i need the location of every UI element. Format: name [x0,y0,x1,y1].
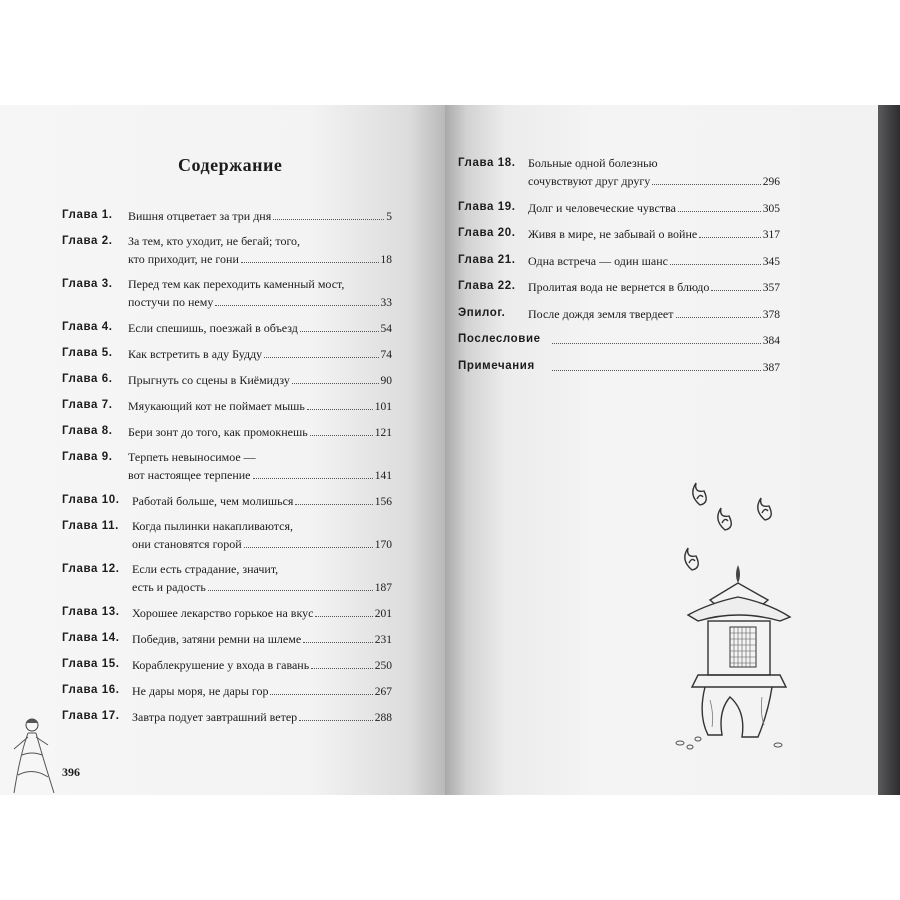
toc-entry-label: Глава 11. [62,520,119,532]
dot-leader [711,278,760,291]
stone-lantern-illustration [650,475,800,775]
toc-entry-title: Больные одной болезнью [528,156,658,170]
toc-entry-title: Долг и человеческие чувства [528,200,676,215]
toc-page-number: 387 [762,361,780,374]
toc-entry-title: Прыгнуть со сцены в Киёмидзу [128,373,290,387]
toc-page-number: 357 [762,282,780,294]
toc-page-number: 305 [762,202,780,215]
dot-leader [311,656,373,669]
geisha-figure-illustration [8,715,58,795]
toc-entry-title: Перед тем как переходить каменный мост, [128,277,345,291]
toc-entry-title: Терпеть невыносимое — [128,450,256,464]
dot-leader [652,172,760,185]
dot-leader [299,708,373,721]
toc-entry-label: Глава 18. [458,157,516,169]
toc-entry-title: есть и радость [132,580,206,594]
toc-entry-title: они становятся горой [132,537,242,551]
toc-page-number: 317 [762,229,780,241]
toc-entry-label: Глава 3. [62,278,113,290]
toc-entry-label: Послесловие [458,333,541,345]
dot-leader [300,319,379,332]
dot-leader [208,578,373,591]
toc-page-number: 5 [386,211,392,223]
toc-page-number: 187 [374,582,392,594]
toc-entry-label: Глава 5. [62,347,113,359]
toc-entry-title: Когда пылинки накапливаются, [132,519,294,533]
dot-leader [307,397,373,410]
toc-entry-title: После дождя земля твердеет [528,306,674,321]
book-spread [0,105,900,795]
dot-leader [676,305,761,318]
dot-leader [678,199,761,212]
toc-entry-label: Глава 19. [458,200,516,213]
toc-entry-label: Глава 14. [62,632,120,644]
toc-entry-label: Глава 21. [458,253,516,266]
toc-entry-title: Завтра подует завтрашний ветер [132,710,298,724]
toc-entry-title: Вишня отцветает за три дня [128,209,272,223]
toc-entry-label: Глава 20. [458,227,516,239]
dot-leader [264,345,378,358]
toc-entry-title: Живя в мире, не забывай о войне [528,227,698,241]
book-cover-edge [878,105,900,795]
toc-entry-title: Если есть страдание, значит, [132,562,279,576]
toc-entry-label: Глава 2. [62,235,113,247]
toc-entry-label: Глава 9. [62,451,113,463]
toc-page-number: 250 [374,660,392,672]
toc-entry-label: Эпилог. [458,306,506,319]
toc-entry-label: Глава 6. [62,373,113,385]
toc-entry-title: Если спешишь, поезжай в объезд [128,321,298,335]
toc-entry-label: Глава 8. [62,425,113,437]
toc-entry-title: Победив, затяни ремни на шлеме [132,632,302,646]
toc-entry-label: Глава 22. [458,280,516,292]
toc-entry-label: Примечания [458,359,535,372]
toc-page-number: 296 [762,176,780,188]
dot-leader [241,250,379,263]
toc-page-number: 267 [374,686,392,698]
toc-entry-label: Глава 17. [62,710,120,722]
toc-entry-label: Глава 16. [62,684,120,696]
toc-page-number: 33 [380,297,392,309]
toc-entry-title: Одна встреча — один шанс [528,253,668,268]
toc-entry-label: Глава 7. [62,399,113,411]
toc-entry-title: Не дары моря, не дары гор [132,684,269,698]
dot-leader [552,331,761,344]
toc-page-number: 18 [380,254,392,266]
dot-leader [244,535,373,548]
dot-leader [253,466,373,479]
dot-leader [315,604,372,617]
dot-leader [670,252,761,265]
toc-page-number: 141 [374,470,392,482]
toc-page-number: 121 [374,427,392,439]
toc-entry-label: Глава 1. [62,209,113,221]
dot-leader [310,423,373,436]
toc-page-number: 101 [374,401,392,413]
dot-leader [215,293,378,306]
toc-page-number: 156 [374,496,392,508]
toc-entry-title: Как встретить в аду Будду [128,347,263,361]
toc-page-number: 74 [380,349,392,361]
toc-entry-title: вот настоящее терпение [128,468,251,482]
toc-entry-label: Глава 4. [62,321,113,333]
toc-page-number: 90 [380,375,392,387]
toc-entry-title: Кораблекрушение у входа в гавань [132,658,310,672]
dot-leader [292,371,379,384]
toc-entry-title: Бери зонт до того, как промокнешь [128,425,308,439]
toc-entry-title: Работай больше, чем молишься [132,494,294,508]
toc-page-number: 345 [762,255,780,268]
toc-page-number: 170 [374,539,392,551]
toc-entry-title: постучи по нему [128,295,214,309]
toc-entry-label: Глава 15. [62,658,120,670]
toc-page-number: 201 [374,608,392,620]
toc-entry-title: Хорошее лекарство горькое на вкус [132,606,314,620]
dot-leader [295,492,372,505]
dot-leader [552,358,761,371]
dot-leader [699,225,761,238]
dot-leader [270,682,372,695]
toc-page-number: 384 [762,335,780,347]
toc-entry-label: Глава 10. [62,494,120,506]
toc-page-number: 288 [374,712,392,724]
toc-page-number: 378 [762,308,780,321]
toc-entry-label: Глава 12. [62,563,120,575]
dot-leader [303,630,373,643]
toc-entry-title: сочувствуют друг другу [528,174,651,188]
toc-title: Содержание [178,155,283,175]
toc-entry-title: Пролитая вода не вернется в блюдо [528,280,710,294]
toc-entry-label: Глава 13. [62,606,120,618]
left-page [0,105,445,795]
toc-entry-title: кто приходит, не гони [128,252,239,266]
page-number: 396 [62,765,80,779]
dot-leader [273,207,384,220]
toc-entry-title: За тем, кто уходит, не бегай; того, [128,234,301,248]
toc-page-number: 231 [374,634,392,646]
toc-entry-title: Мяукающий кот не поймает мышь [128,399,305,413]
toc-page-number: 54 [380,323,392,335]
